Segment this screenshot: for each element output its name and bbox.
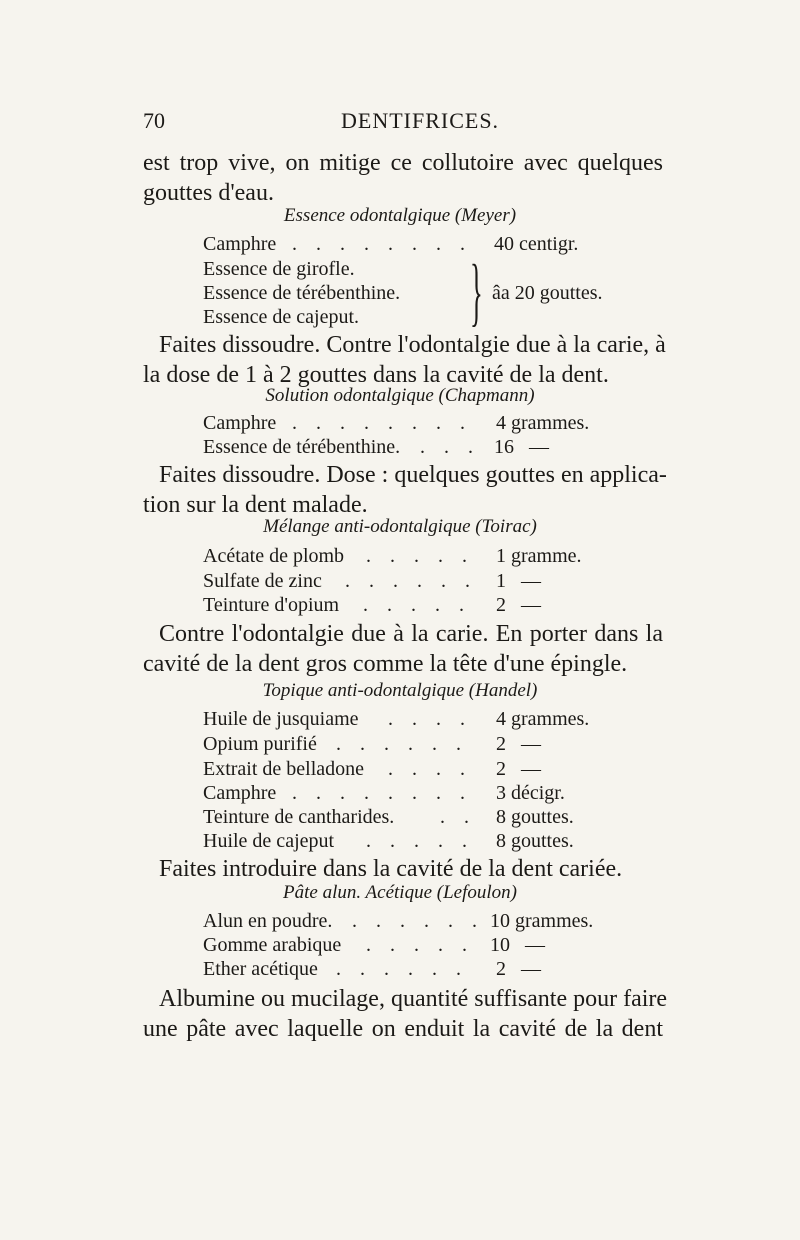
ingredient-qty: 4 grammes. bbox=[496, 708, 590, 730]
ingredient-name: Essence de cajeput. bbox=[203, 306, 360, 328]
text-line: une pâte avec laquelle on enduit la cavité de la dent bbox=[143, 1016, 663, 1042]
ingredient-qty: 4 grammes. bbox=[496, 412, 590, 434]
leader-dots: . . . . . . . . bbox=[292, 412, 472, 434]
leader-dots: . . . . . bbox=[366, 934, 474, 956]
ingredient-name: Ether acétique bbox=[203, 958, 318, 980]
ingredient-qty: 2 — bbox=[496, 758, 541, 780]
text-line: Albumine ou mucilage, quantité suffisante pour faire bbox=[159, 986, 668, 1012]
ingredient-qty: 1 gramme. bbox=[496, 545, 582, 567]
ingredient-name: Camphre bbox=[203, 412, 277, 434]
leader-dots: . . . . . bbox=[363, 594, 471, 616]
ingredient-name: Essence de térébenthine. bbox=[203, 282, 401, 304]
ingredient-name: Essence de girofle. bbox=[203, 258, 355, 280]
ingredient-qty: 2 — bbox=[496, 594, 541, 616]
ingredient-qty: 1 — bbox=[496, 570, 541, 592]
ingredient-qty: 16 — bbox=[494, 436, 549, 458]
leader-dots: . . . . bbox=[388, 708, 472, 730]
right-brace: } bbox=[470, 250, 483, 334]
ingredient-name: Opium purifié bbox=[203, 733, 317, 755]
leader-dots: . . . . . bbox=[366, 545, 474, 567]
ingredient-name: Alun en poudre. bbox=[203, 910, 333, 932]
leader-dots: . . . . . . . . bbox=[292, 233, 472, 255]
text-line: est trop vive, on mitige ce collutoire avec quelques bbox=[143, 150, 663, 176]
ingredient-name: Essence de térébenthine. bbox=[203, 436, 401, 458]
recipe-note bbox=[143, 330, 666, 390]
recipe-title: Solution odontalgique (Chapmann) bbox=[265, 385, 535, 406]
leader-dots: . . . . . . bbox=[345, 570, 477, 592]
recipe-note bbox=[143, 619, 663, 679]
leader-dots: . . bbox=[440, 806, 476, 828]
ingredient-qty: 8 gouttes. bbox=[496, 830, 574, 852]
grouped-qty: âa 20 gouttes. bbox=[492, 282, 603, 304]
recipe-note bbox=[143, 460, 667, 520]
ingredient-name: Camphre bbox=[203, 233, 277, 255]
ingredient-name: Teinture de cantharides. bbox=[203, 806, 395, 828]
running-title: DENTIFRICES. bbox=[341, 108, 500, 133]
ingredient-name: Acétate de plomb bbox=[203, 545, 345, 567]
ingredient-qty: 2 — bbox=[496, 958, 541, 980]
leader-dots: . . . . . . bbox=[336, 733, 468, 755]
ingredient-name: Extrait de belladone bbox=[203, 758, 365, 780]
text-line: cavité de la dent gros comme la tête d'une épingle. bbox=[143, 651, 628, 677]
ingredient-qty: 3 décigr. bbox=[496, 782, 565, 804]
ingredient-name: Camphre bbox=[203, 782, 277, 804]
ingredient-name: Huile de jusquiame bbox=[203, 708, 359, 730]
ingredient-name: Teinture d'opium bbox=[203, 594, 340, 616]
leader-dots: . . . . . . . . bbox=[292, 782, 472, 804]
text-line: Faites dissoudre. Contre l'odontalgie due à la carie, à bbox=[159, 332, 666, 358]
ingredient-qty: 40 centigr. bbox=[494, 233, 579, 255]
ingredient-name: Huile de cajeput bbox=[203, 830, 335, 852]
ingredient-name: Sulfate de zinc bbox=[203, 570, 322, 592]
ingredient-name: Gomme arabique bbox=[203, 934, 342, 956]
text-line: tion sur la dent malade. bbox=[143, 492, 368, 518]
recipe-title: Essence odontalgique (Meyer) bbox=[283, 205, 517, 226]
ingredient-qty: 8 gouttes. bbox=[496, 806, 574, 828]
ingredient-qty: 10 grammes. bbox=[490, 910, 594, 932]
ingredient-qty: 2 — bbox=[496, 733, 541, 755]
page-number: 70 bbox=[143, 108, 165, 133]
ingredient-qty: 10 — bbox=[490, 934, 545, 956]
recipe-title: Topique anti-odontalgique (Handel) bbox=[262, 680, 538, 701]
leader-dots: . . . . . bbox=[366, 830, 474, 852]
recipe-title: Mélange anti-odontalgique (Toirac) bbox=[263, 516, 537, 537]
intro-paragraph bbox=[143, 148, 663, 208]
text-line: Contre l'odontalgie due à la carie. En porter dans la bbox=[159, 621, 663, 647]
leader-dots: . . . . . . bbox=[352, 910, 484, 932]
recipe-note bbox=[143, 984, 668, 1044]
text-line: la dose de 1 à 2 gouttes dans la cavité de la dent. bbox=[143, 362, 609, 388]
text-line: Faites introduire dans la cavité de la dent cariée. bbox=[159, 856, 623, 882]
leader-dots: . . . . . . bbox=[336, 958, 468, 980]
recipe-title: Pâte alun. Acétique (Lefoulon) bbox=[283, 882, 517, 903]
text-line: Faites dissoudre. Dose : quelques gouttes en applica- bbox=[159, 462, 667, 488]
recipe-note bbox=[143, 854, 663, 884]
leader-dots: . . . . bbox=[388, 758, 472, 780]
leader-dots: . . . bbox=[420, 436, 480, 458]
text-line: gouttes d'eau. bbox=[143, 180, 274, 206]
page-header bbox=[143, 108, 663, 142]
